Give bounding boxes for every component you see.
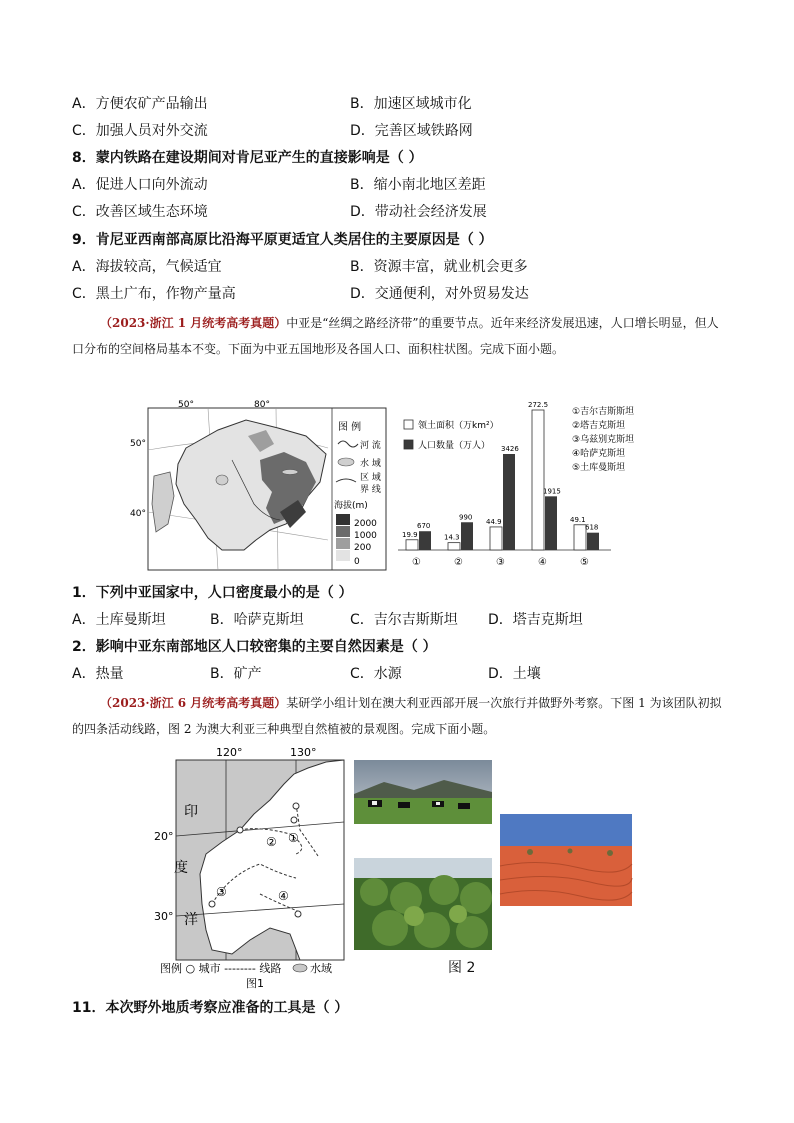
lat-label-40: 40° xyxy=(130,509,146,519)
water-legend-icon xyxy=(338,458,354,466)
country-key-2: ③乌兹别克斯坦 xyxy=(572,435,635,445)
bar-area-3 xyxy=(532,410,544,550)
q8-option-d: D．带动社会经济发展 xyxy=(350,204,487,220)
legend-water: 水 域 xyxy=(360,459,381,469)
category-1: ② xyxy=(454,557,463,568)
elevation-legend-title: 海拔(m) xyxy=(334,501,368,511)
western-australia-route-map xyxy=(150,744,346,990)
label-area-0: 19.9 xyxy=(402,530,418,539)
water-legend-icon xyxy=(293,964,307,972)
label-population-4: 618 xyxy=(585,523,599,532)
q8-stem: 8．蒙内铁路在建设期间对肯尼亚产生的直接影响是（ ） xyxy=(72,150,423,166)
lon-label-130: 130° xyxy=(290,746,317,759)
lon-label-50: 50° xyxy=(178,400,194,410)
desert-photo xyxy=(500,814,632,906)
bar-population-3 xyxy=(545,496,557,550)
q8-option-a: A．促进人口向外流动 xyxy=(72,177,208,193)
passage-source: （2023·浙江 1 月统考高考真题） xyxy=(100,316,287,330)
q2-stem: 2．影响中亚东南部地区人口较密集的主要自然因素是（ ） xyxy=(72,639,437,655)
label-population-3: 1915 xyxy=(543,487,561,496)
elev-tick-2000: 2000 xyxy=(354,519,377,529)
q9-option-d: D．交通便利，对外贸易发达 xyxy=(350,286,529,302)
lon-label-120: 120° xyxy=(216,746,243,759)
country-key-4: ⑤土库曼斯坦 xyxy=(572,463,626,473)
ocean-char-1: 印 xyxy=(184,804,198,820)
bar-area-1 xyxy=(448,543,460,550)
q1-option-d: D．塔吉克斯坦 xyxy=(488,612,583,628)
label-population-0: 670 xyxy=(417,522,431,531)
chart-legend xyxy=(404,419,499,451)
country-key-1: ②塔吉克斯坦 xyxy=(572,421,626,431)
fig2-caption: 图 2 xyxy=(448,960,476,976)
label-area-2: 44.9 xyxy=(486,517,502,526)
route-label-2: ② xyxy=(266,835,277,849)
q8-option-c: C．改善区域生态环境 xyxy=(72,204,208,220)
lat-label-30: 30° xyxy=(154,910,174,923)
passage-central-asia: （2023·浙江 1 月统考高考真题）中亚是“丝绸之路经济带”的重要节点。近年来经济发展迅速，人口增长明显，但人口分布的空间格局基本不变。下面为中亚五国地形及各国人口、面积柱状图。完成下面小题。 xyxy=(72,316,719,356)
bar-population-2 xyxy=(503,454,515,550)
central-asia-terrain-map xyxy=(130,400,388,572)
bar-area-2 xyxy=(490,527,502,550)
legend-river: 河 流 xyxy=(360,441,381,451)
label-area-3: 272.5 xyxy=(528,401,549,409)
q7-option-a: A．方便农矿产品输出 xyxy=(72,96,208,112)
q9-option-a: A．海拔较高，气候适宜 xyxy=(72,259,222,275)
q7-option-c: C．加强人员对外交流 xyxy=(72,123,208,139)
country-key-3: ④哈萨克斯坦 xyxy=(572,449,626,459)
legend-region: 区 域 xyxy=(360,473,381,483)
forest-photo xyxy=(354,858,492,950)
legend-swatch-0 xyxy=(404,420,413,429)
q7-option-d: D．完善区域铁路网 xyxy=(350,123,473,139)
bar-population-0 xyxy=(419,531,431,550)
ocean-char-2: 度 xyxy=(174,860,188,876)
map2-legend: 图例 ○ 城市 -------- 线路 xyxy=(160,962,282,975)
legend-swatch-1 xyxy=(404,440,413,449)
passage2-source: （2023·浙江 6 月统考高考真题） xyxy=(100,696,287,710)
lat-label-50: 50° xyxy=(130,439,146,449)
fig1-caption: 图1 xyxy=(246,977,264,990)
bar-population-4 xyxy=(587,533,599,550)
ocean-char-3: 洋 xyxy=(184,912,198,928)
elev-tick-200: 200 xyxy=(354,543,372,553)
country-key-0: ①吉尔吉斯斯坦 xyxy=(572,407,635,417)
passage-australia: （2023·浙江 6 月统考高考真题）某研学小组计划在澳大利亚西部开展一次旅行并做野外考察。下图 1 为该团队初拟的四条活动线路，图 2 为澳大利亚三种典型自然植被的景观图。完成下面小题。 xyxy=(72,696,722,736)
q2-option-b: B．矿产 xyxy=(210,666,262,682)
q9-option-c: C．黑土广布，作物产量高 xyxy=(72,286,236,302)
category-2: ③ xyxy=(496,557,505,568)
lon-label-80: 80° xyxy=(254,400,270,410)
q1-option-c: C．吉尔吉斯斯坦 xyxy=(350,612,458,628)
label-area-4: 49.1 xyxy=(570,515,586,524)
q1-stem: 1．下列中亚国家中，人口密度最小的是（ ） xyxy=(72,585,353,601)
label-population-2: 3426 xyxy=(501,445,519,453)
map2-legend-water: 水域 xyxy=(310,962,332,975)
route-label-3: ③ xyxy=(216,885,227,899)
q7-option-b: B．加速区域城市化 xyxy=(350,96,472,112)
category-3: ④ xyxy=(538,557,547,568)
population-area-bar-chart xyxy=(396,400,646,572)
q2-option-d: D．土壤 xyxy=(488,666,541,682)
q9-stem: 9．肯尼亚西南部高原比沿海平原更适宜人类居住的主要原因是（ ） xyxy=(72,232,493,248)
q11-stem: 11．本次野外地质考察应准备的工具是（ ） xyxy=(72,1000,349,1016)
label-population-1: 990 xyxy=(459,513,473,522)
grassland-photo xyxy=(354,760,492,824)
bar-area-0 xyxy=(406,540,418,550)
route-label-1: ① xyxy=(288,831,299,845)
elev-tick-1000: 1000 xyxy=(354,531,377,541)
route-label-4: ④ xyxy=(278,889,289,903)
label-area-1: 14.3 xyxy=(444,533,460,542)
q9-option-b: B．资源丰富，就业机会更多 xyxy=(350,259,528,275)
elev-tick-0: 0 xyxy=(354,557,360,567)
legend-boundary: 界 线 xyxy=(360,485,381,495)
bar-population-1 xyxy=(461,522,473,550)
category-0: ① xyxy=(412,557,421,568)
q1-option-b: B．哈萨克斯坦 xyxy=(210,612,304,628)
country-key xyxy=(572,405,634,473)
q2-option-a: A．热量 xyxy=(72,666,124,682)
legend-label-0: 领土面积（万km²） xyxy=(418,421,499,431)
category-4: ⑤ xyxy=(580,557,589,568)
q1-option-a: A．土库曼斯坦 xyxy=(72,612,166,628)
lat-label-20: 20° xyxy=(154,830,174,843)
q8-option-b: B．缩小南北地区差距 xyxy=(350,177,486,193)
legend-label-1: 人口数量（万人） xyxy=(418,441,491,451)
legend-title: 图 例 xyxy=(338,422,362,433)
q2-option-c: C．水源 xyxy=(350,666,402,682)
